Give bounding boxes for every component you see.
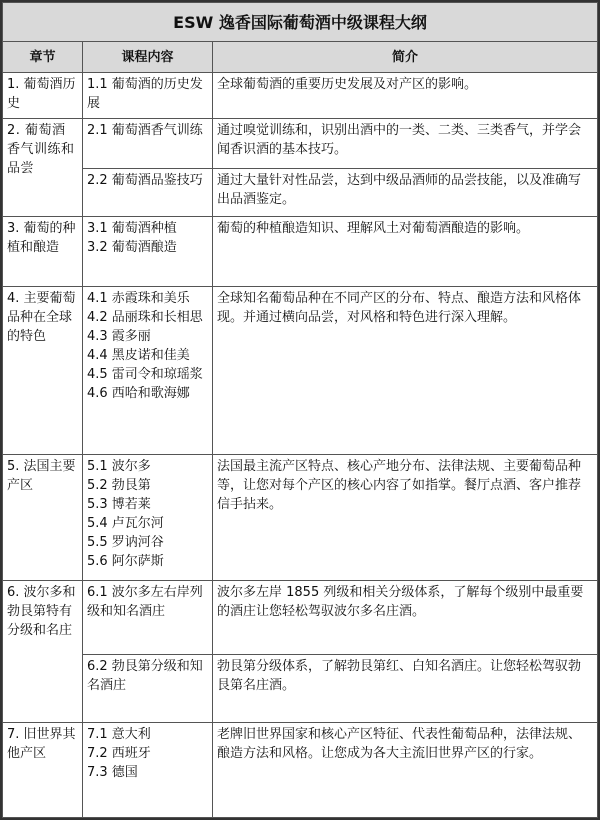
- content-item: 7.3 德国: [87, 765, 138, 780]
- content-item: 4.1 赤霞珠和美乐: [87, 291, 190, 306]
- chapter-cell: 4. 主要葡萄品种在全球的特色: [3, 287, 83, 455]
- content-item: 2.1 葡萄酒香气训练: [87, 123, 203, 138]
- content-cell: [83, 655, 213, 723]
- table-row: [3, 169, 598, 217]
- table-row: [3, 581, 598, 655]
- content-item: 6.2 勃艮第分级和知名酒庄: [87, 659, 203, 693]
- intro-cell: 勃艮第分级体系，了解勃艮第红、白知名酒庄。让您轻松驾驭勃艮第名庄酒。: [213, 655, 598, 723]
- content-item: 4.3 霞多丽: [87, 329, 151, 344]
- chapter-cell: 3. 葡萄的种植和酿造: [3, 217, 83, 287]
- content-cell: [83, 217, 213, 287]
- chapter-cell: 2. 葡萄酒香气训练和品尝: [3, 119, 83, 217]
- header-intro: 简介: [213, 42, 598, 73]
- content-item: 3.1 葡萄酒种植: [87, 221, 177, 236]
- content-item: 7.1 意大利: [87, 727, 151, 742]
- content-cell: [83, 73, 213, 119]
- intro-cell: 波尔多左岸 1855 列级和相关分级体系，了解每个级别中最重要的酒庄让您轻松驾驭波尔多名庄酒。: [213, 581, 598, 655]
- content-cell: [83, 455, 213, 581]
- content-item: 5.4 卢瓦尔河: [87, 516, 164, 531]
- chapter-cell: 5. 法国主要产区: [3, 455, 83, 581]
- content-item: 4.2 品丽珠和长相思: [87, 310, 203, 325]
- syllabus-table: [2, 2, 598, 818]
- content-cell: [83, 119, 213, 169]
- table-row: [3, 217, 598, 287]
- content-item: 5.1 波尔多: [87, 459, 151, 474]
- intro-cell: 葡萄的种植酿造知识、理解风土对葡萄酒酿造的影响。: [213, 217, 598, 287]
- intro-cell: 通过嗅觉训练和，识别出酒中的一类、二类、三类香气，并学会闻香识酒的基本技巧。: [213, 119, 598, 169]
- content-item: 5.3 博若莱: [87, 497, 151, 512]
- content-item: 7.2 西班牙: [87, 746, 151, 761]
- intro-cell: 全球知名葡萄品种在不同产区的分布、特点、酿造方法和风格体现。并通过横向品尝，对风格和特色进行深入理解。: [213, 287, 598, 455]
- content-item: 4.4 黑皮诺和佳美: [87, 348, 190, 363]
- content-cell: [83, 723, 213, 818]
- table-row: [3, 287, 598, 455]
- chapter-cell: 6. 波尔多和勃艮第特有分级和名庄: [3, 581, 83, 723]
- content-item: 5.6 阿尔萨斯: [87, 554, 164, 569]
- content-item: 4.6 西哈和歌海娜: [87, 386, 190, 401]
- chapter-cell: 7. 旧世界其他产区: [3, 723, 83, 818]
- content-cell: [83, 581, 213, 655]
- chapter-cell: 1. 葡萄酒历史: [3, 73, 83, 119]
- intro-cell: 法国最主流产区特点、核心产地分布、法律法规、主要葡萄品种等，让您对每个产区的核心内容了如指掌。餐厅点酒、客户推荐信手拈来。: [213, 455, 598, 581]
- header-content: 课程内容: [83, 42, 213, 73]
- table-row: [3, 73, 598, 119]
- intro-cell: 老牌旧世界国家和核心产区特征、代表性葡萄品种，法律法规、酿造方法和风格。让您成为各大主流旧世界产区的行家。: [213, 723, 598, 818]
- table-row: [3, 455, 598, 581]
- header-chapter: 章节: [3, 42, 83, 73]
- content-item: 5.5 罗讷河谷: [87, 535, 164, 550]
- content-cell: [83, 287, 213, 455]
- content-item: 2.2 葡萄酒品鉴技巧: [87, 173, 203, 188]
- intro-cell: 通过大量针对性品尝，达到中级品酒师的品尝技能，以及准确写出品酒鉴定。: [213, 169, 598, 217]
- content-item: 1.1 葡萄酒的历史发展: [87, 77, 203, 111]
- header-row: [3, 42, 598, 73]
- table-row: [3, 119, 598, 169]
- content-item: 6.1 波尔多左右岸列级和知名酒庄: [87, 585, 203, 619]
- content-item: 3.2 葡萄酒酿造: [87, 240, 177, 255]
- table-row: [3, 655, 598, 723]
- content-cell: [83, 169, 213, 217]
- table-row: [3, 723, 598, 818]
- title-row: [3, 3, 598, 42]
- table-title: ESW 逸香国际葡萄酒中级课程大纲: [3, 3, 598, 42]
- content-item: 5.2 勃艮第: [87, 478, 151, 493]
- intro-cell: 全球葡萄酒的重要历史发展及对产区的影响。: [213, 73, 598, 119]
- content-item: 4.5 雷司令和琼瑶浆: [87, 367, 203, 382]
